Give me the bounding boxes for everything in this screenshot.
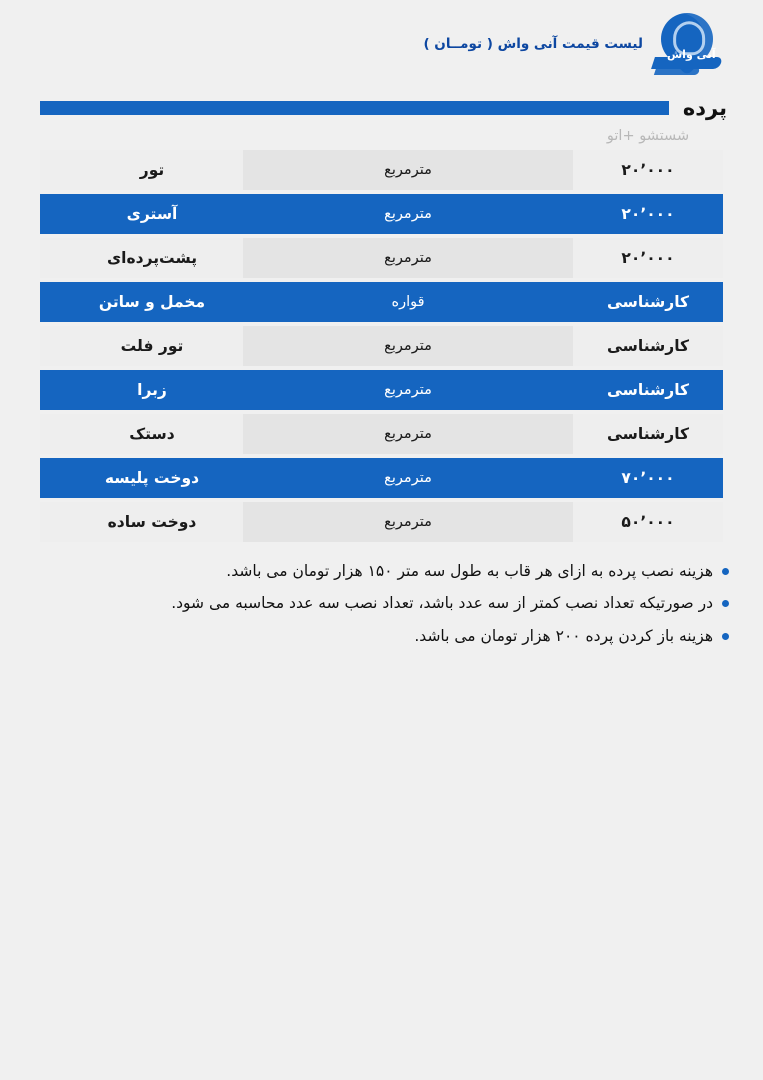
cell-price: کارشناسی (606, 293, 690, 311)
list-item (40, 560, 729, 583)
bullet-icon (722, 568, 729, 575)
table-row (40, 326, 723, 366)
cell-unit: مترمربع (243, 458, 573, 498)
brand-logo-icon (653, 13, 727, 75)
note-text: هزینه باز کردن پرده ۲۰۰ هزار تومان می باشد. (414, 626, 713, 645)
cell-unit: مترمربع (243, 370, 573, 410)
cell-price: کارشناسی (606, 425, 690, 443)
cell-service: پشت‌پرده‌ای (106, 249, 198, 267)
swoosh-shape-small (654, 68, 700, 75)
note-text: در صورتیکه تعداد نصب کمتر از سه عدد باشد، تعداد نصب سه عدد محاسبه می شود. (171, 594, 713, 613)
note-text: هزینه نصب پرده به ازای هر قاب به طول سه متر ۱۵۰ هزار تومان می باشد. (226, 562, 713, 580)
cell-service: آستری (126, 205, 178, 223)
cell-unit: مترمربع (243, 238, 573, 278)
cell-unit: مترمربع (243, 326, 573, 366)
logo-text: آنی واش (667, 48, 716, 61)
cell-service: تور فلت (120, 337, 184, 355)
cell-unit: مترمربع (243, 502, 573, 542)
cell-unit: مترمربع (243, 194, 573, 234)
section-header (40, 96, 727, 120)
cell-unit: مترمربع (243, 414, 573, 454)
list-item (40, 625, 729, 648)
table-row (40, 282, 723, 322)
section-accent-bar (40, 101, 669, 115)
table-row (40, 150, 723, 190)
table-column-headers (40, 128, 723, 144)
cell-price: کارشناسی (606, 381, 690, 399)
table-row (40, 458, 723, 498)
bullet-icon (722, 600, 729, 607)
cell-service: تور (139, 161, 165, 179)
cell-price: ۵۰٬۰۰۰ (621, 513, 675, 531)
cell-price: ۲۰٬۰۰۰ (621, 161, 675, 179)
price-table (40, 150, 723, 542)
cell-price: ۲۰٬۰۰۰ (621, 205, 675, 223)
table-row (40, 502, 723, 542)
list-item (40, 592, 729, 615)
table-row (40, 414, 723, 454)
cell-price: ۲۰٬۰۰۰ (621, 249, 675, 267)
table-row (40, 194, 723, 234)
cell-service: دوخت ساده (107, 513, 197, 531)
page-header (0, 0, 763, 80)
cell-service: مخمل و ساتن (98, 293, 206, 311)
cell-unit: مترمربع (243, 150, 573, 190)
cell-price: کارشناسی (606, 337, 690, 355)
cell-service: زبرا (137, 381, 167, 399)
cell-service: دستک (129, 425, 175, 443)
price-list-title: لیست قیمت آنی واش ( تومــان ) (423, 36, 643, 52)
cell-service: دوخت پلیسه (104, 469, 200, 487)
table-row (40, 238, 723, 278)
table-row (40, 370, 723, 410)
section-title: پرده (682, 96, 727, 120)
column-header-unit (243, 128, 573, 144)
cell-unit: قواره (243, 282, 573, 322)
cell-price: ۷۰٬۰۰۰ (621, 469, 675, 487)
column-header-service (61, 128, 243, 144)
column-header-price: شستشو +اتو (606, 128, 690, 144)
bullet-icon (722, 633, 729, 640)
notes-list (40, 560, 729, 648)
